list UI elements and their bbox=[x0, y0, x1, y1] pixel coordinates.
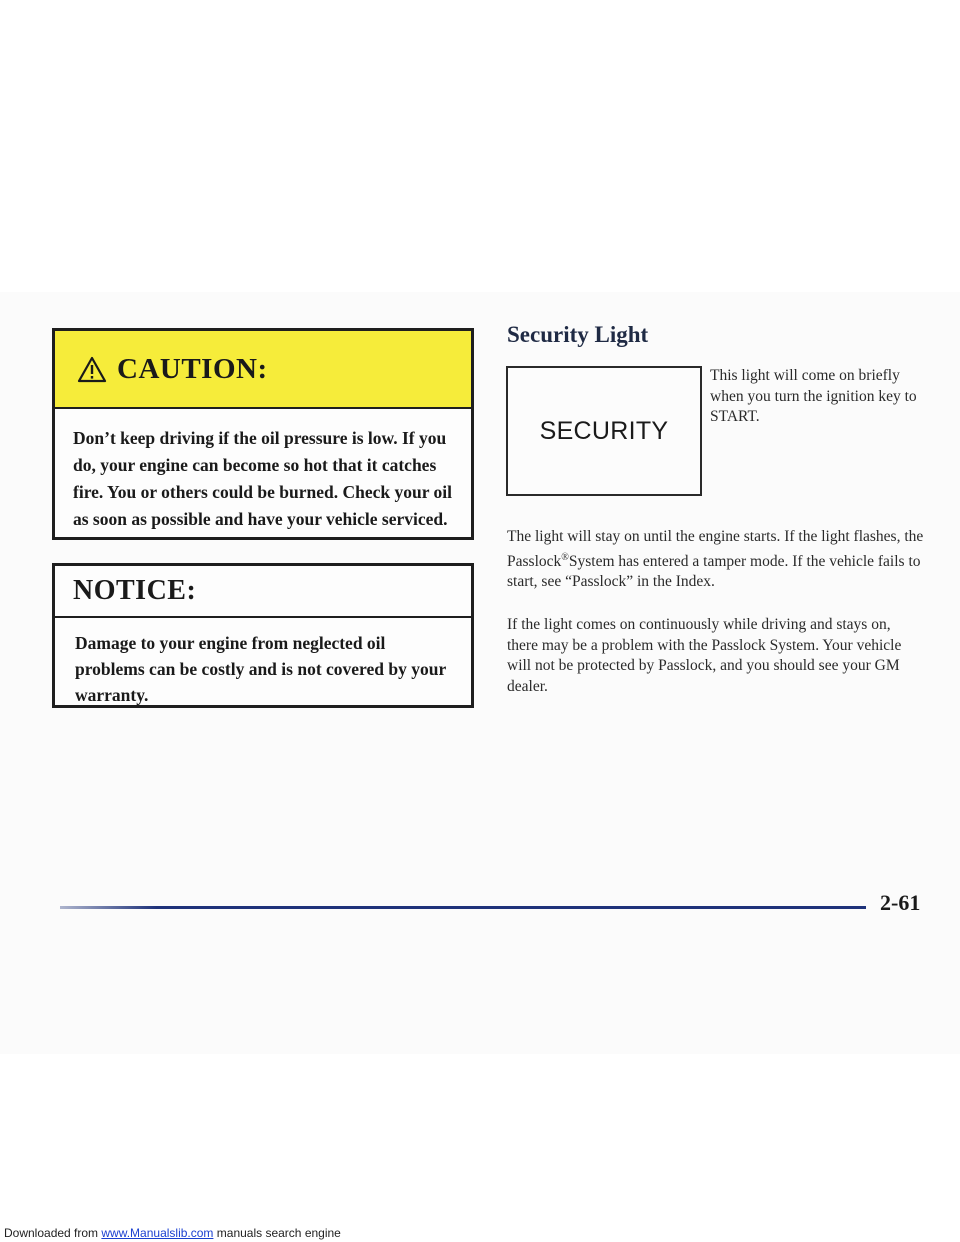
warning-triangle-icon bbox=[77, 356, 107, 383]
footer-rule bbox=[60, 906, 866, 909]
caution-header bbox=[55, 331, 471, 409]
download-banner bbox=[4, 1226, 341, 1240]
section-heading: Security Light bbox=[507, 322, 649, 347]
security-light-illustration bbox=[506, 366, 702, 496]
security-lamp-label: SECURITY bbox=[539, 416, 669, 445]
passlock-text-a: The light will stay on until the engine starts. If the light flashes, the Passlock bbox=[507, 528, 924, 570]
registered-mark: ® bbox=[561, 551, 569, 563]
notice-text: Damage to your engine from neglected oil problems can be costly and is not covered by your warranty. bbox=[75, 633, 446, 705]
continuous-light-paragraph: If the light comes on continuously while driving and stays on, there may be a problem with the Passlock System. Your vehicle will not be protected by Passlock, and you should see your GM dealer. bbox=[507, 616, 902, 695]
notice-header bbox=[55, 566, 471, 618]
caution-title: CAUTION: bbox=[117, 352, 268, 385]
caution-box bbox=[52, 328, 474, 540]
notice-title: NOTICE: bbox=[73, 575, 197, 606]
security-intro-text: This light will come on briefly when you turn the ignition key to START. bbox=[710, 367, 917, 425]
banner-prefix: Downloaded from bbox=[4, 1226, 102, 1240]
banner-suffix: manuals search engine bbox=[213, 1226, 341, 1240]
manualslib-link[interactable]: www.Manualslib.com bbox=[101, 1226, 214, 1240]
passlock-paragraph bbox=[507, 527, 925, 593]
passlock-text-b: System has entered a tamper mode. If the vehicle fails to start, see “Passlock” in the Index. bbox=[507, 552, 921, 591]
caution-text: Don’t keep driving if the oil pressure is low. If you do, your engine can become so hot that it catches fire. You or others could be burned. Check your oil as soon as possible and have your vehicle serviced. bbox=[73, 428, 453, 529]
page-number: 2-61 bbox=[880, 890, 921, 915]
notice-box bbox=[52, 563, 474, 708]
